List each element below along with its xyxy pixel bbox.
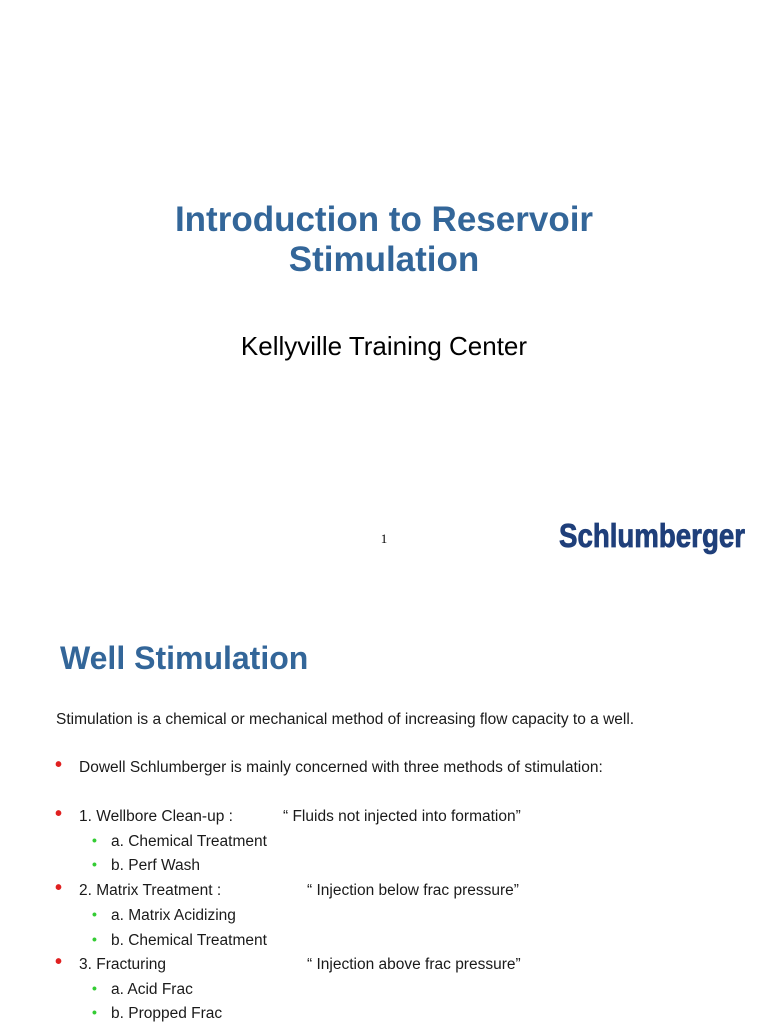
method-label: 2. Matrix Treatment :: [79, 882, 222, 899]
subitem-text: b. Chemical Treatment: [111, 932, 267, 949]
method-subitem: [92, 980, 193, 1000]
slide-title: [0, 200, 768, 280]
schlumberger-logo: [557, 513, 749, 559]
content-slide: [0, 594, 768, 1024]
slide-subtitle: Kellyville Training Center: [240, 331, 528, 361]
method-item: [55, 951, 521, 975]
method-subitem: [92, 832, 267, 852]
bullet-icon: •: [92, 906, 97, 922]
method-subitem: [92, 931, 267, 951]
bullet-icon: •: [92, 1004, 97, 1020]
subitem-text: a. Matrix Acidizing: [111, 907, 236, 924]
method-item: [55, 803, 521, 827]
bullet-icon: •: [55, 951, 63, 973]
bullet-icon: •: [55, 877, 63, 899]
method-subitem: [92, 906, 236, 926]
page-number: 1: [380, 531, 388, 546]
method-note: “ Injection below frac pressure”: [307, 882, 519, 899]
method-subitem: [92, 856, 201, 876]
bullet-icon: •: [55, 754, 63, 776]
subitem-text: a. Acid Frac: [111, 981, 193, 998]
svg-text:Schlumberger: Schlumberger: [559, 517, 746, 554]
subitem-text: a. Chemical Treatment: [111, 833, 267, 850]
method-item: [55, 877, 519, 901]
method-note: “ Injection above frac pressure”: [307, 956, 521, 973]
subitem-text: b. Propped Frac: [111, 1005, 223, 1022]
bullet-text: Dowell Schlumberger is mainly concerned with three methods of stimulation:: [79, 759, 603, 776]
method-note: “ Fluids not injected into formation”: [283, 808, 521, 825]
slide-title-line-2: Stimulation: [288, 240, 480, 279]
bullet-icon: •: [92, 832, 97, 848]
method-subitem: [92, 1004, 223, 1024]
bullet-icon: •: [55, 803, 63, 825]
method-label: 1. Wellbore Clean-up :: [79, 808, 233, 825]
lead-bullet-item: [55, 754, 603, 778]
slide-title: Well Stimulation: [60, 640, 309, 676]
bullet-icon: •: [92, 980, 97, 996]
subitem-text: b. Perf Wash: [111, 857, 201, 874]
bullet-icon: •: [92, 856, 97, 872]
bullet-icon: •: [92, 931, 97, 947]
intro-text: Stimulation is a chemical or mechanical method of increasing flow capacity to a well.: [56, 711, 635, 728]
slide-title-line-1: Introduction to Reservoir: [174, 200, 594, 239]
method-label: 3. Fracturing: [79, 956, 167, 973]
